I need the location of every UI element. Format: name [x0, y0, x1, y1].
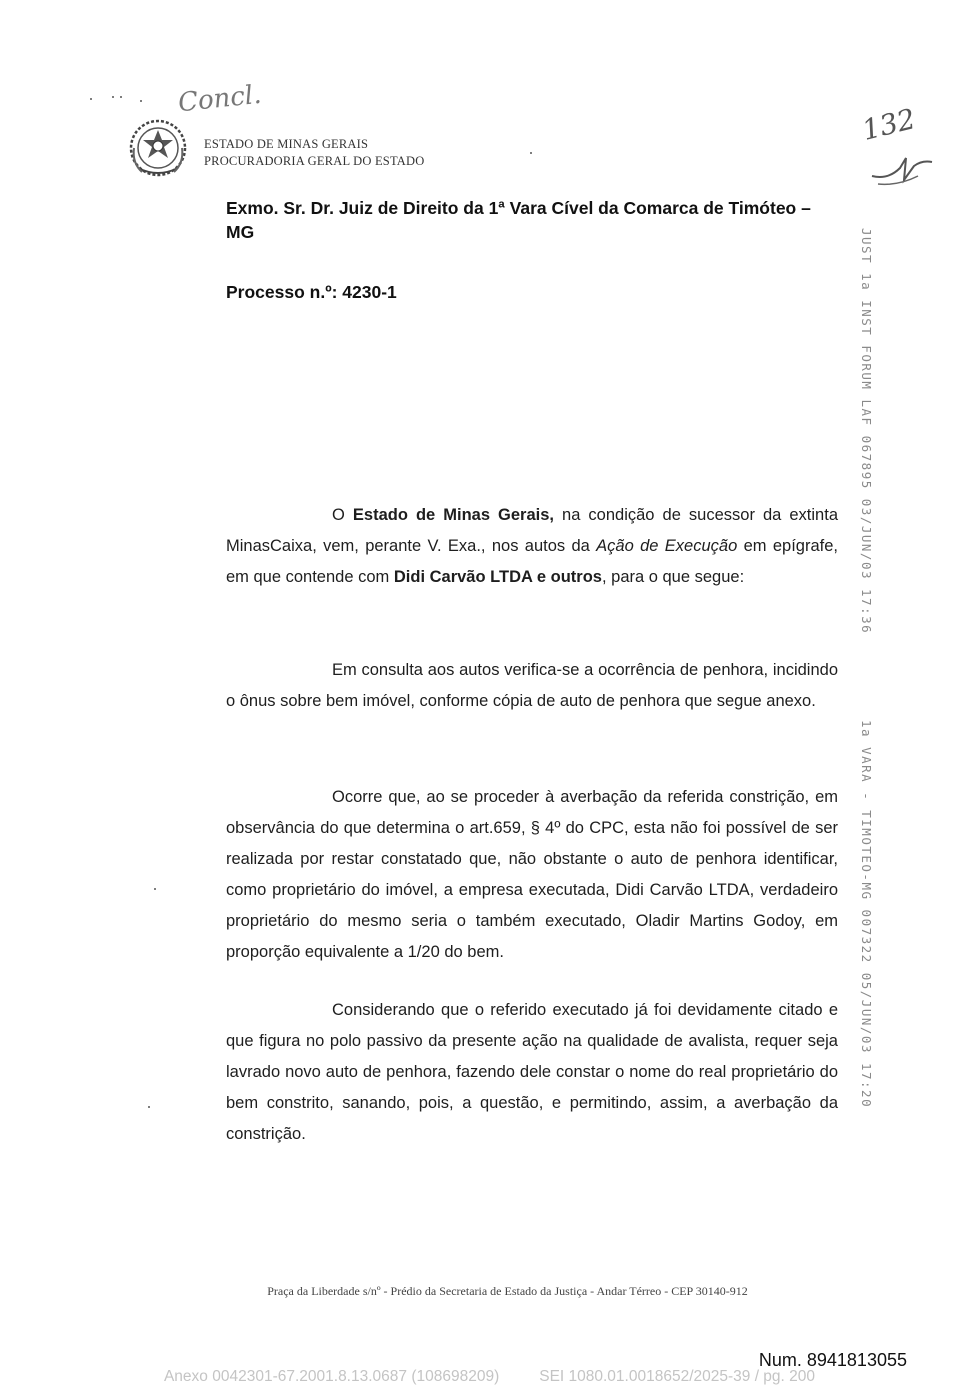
scan-speck — [140, 100, 142, 102]
handwritten-mark: Concl. — [176, 79, 263, 119]
party-name-state: Estado de Minas Gerais, — [352, 506, 554, 524]
text-run: em epígrafe, em que contende com — [226, 537, 838, 586]
scan-speck — [112, 96, 114, 98]
paragraph-averbacao — [226, 782, 838, 968]
annex-sei-ref: SEI 1080.01.0018652/2025-39 / pg. 200 — [539, 1368, 816, 1385]
text-run: na condição de sucessor da extinta MinasCaixa, vem, perante V. Exa., nos autos da — [226, 506, 838, 555]
paragraph-text: Em consulta aos autos verifica-se a ocorrência de penhora, incidindo o ônus sobre bem imóvel, conforme cópia de auto de penhora que segue anexo. — [226, 661, 838, 710]
paragraph-text: Ocorre que, ao se proceder à averbação da referida constrição, em observância do que determina o art.659, § 4º do CPC, esta não foi possível de ser realizada por restar constatado que, não obstante o auto de penhora identificar, como proprietário do imóvel, a empresa executada, Didi Carvão LTDA, verdadeiro proprietário do mesmo seria o também executado, Oladir Martins Godoy, em proporção equivalente a 1/20 do bem. — [226, 788, 838, 961]
addressee-line: MG — [226, 222, 255, 242]
annex-process-ref: Anexo 0042301-67.2001.8.13.0687 (108698209) — [163, 1368, 500, 1385]
document-number: Num. 8941813055 — [758, 1350, 907, 1370]
text-run: O — [332, 506, 353, 524]
paragraph-intro — [226, 500, 838, 593]
annex-reference — [0, 1368, 979, 1386]
scan-speck — [120, 96, 122, 98]
scan-speck — [530, 152, 532, 154]
paragraph-request — [226, 995, 838, 1150]
agency-state-name: ESTADO DE MINAS GERAIS — [204, 137, 369, 151]
state-coat-of-arms-icon — [128, 118, 188, 180]
protocol-stamp-vara: 1a VARA - TIMOTEO-MG 007322 05/JUN/03 17:20 — [859, 720, 874, 1109]
process-number: Processo n.º: 4230-1 — [226, 282, 397, 302]
paragraph-penhora — [226, 655, 838, 717]
action-type: Ação de Execução — [596, 537, 738, 555]
addressee-block — [226, 196, 846, 244]
folio-number: 132 — [858, 102, 919, 147]
scan-speck — [90, 98, 92, 100]
party-name-defendant: Didi Carvão LTDA e outros — [393, 568, 602, 586]
agency-header — [204, 136, 424, 170]
scan-speck — [154, 888, 156, 890]
footer-address: Praça da Liberdade s/nº - Prédio da Secretaria de Estado da Justiça - Andar Térreo - CEP 30140-912 — [267, 1284, 748, 1298]
addressee-line: Exmo. Sr. Dr. Juiz de Direito da 1ª Vara Cível da Comarca de Timóteo – — [226, 198, 811, 218]
scan-speck — [148, 1106, 150, 1108]
handwritten-initial — [868, 150, 938, 190]
protocol-stamp-forum: JUST 1a INST FORUM LAF 067895 03/JUN/03 17:36 — [859, 228, 874, 635]
agency-department-name: PROCURADORIA GERAL DO ESTADO — [204, 154, 425, 168]
paragraph-text: Considerando que o referido executado já foi devidamente citado e que figura no polo passivo da presente ação na qualidade de avalista, requer seja lavrado novo auto de penhora, fazendo dele constar o nome do real proprietário do bem constrito, sanando, pois, a questão, e permitindo, assim, a averbação da constrição. — [226, 1001, 838, 1143]
text-run: , para o que segue: — [601, 568, 745, 586]
